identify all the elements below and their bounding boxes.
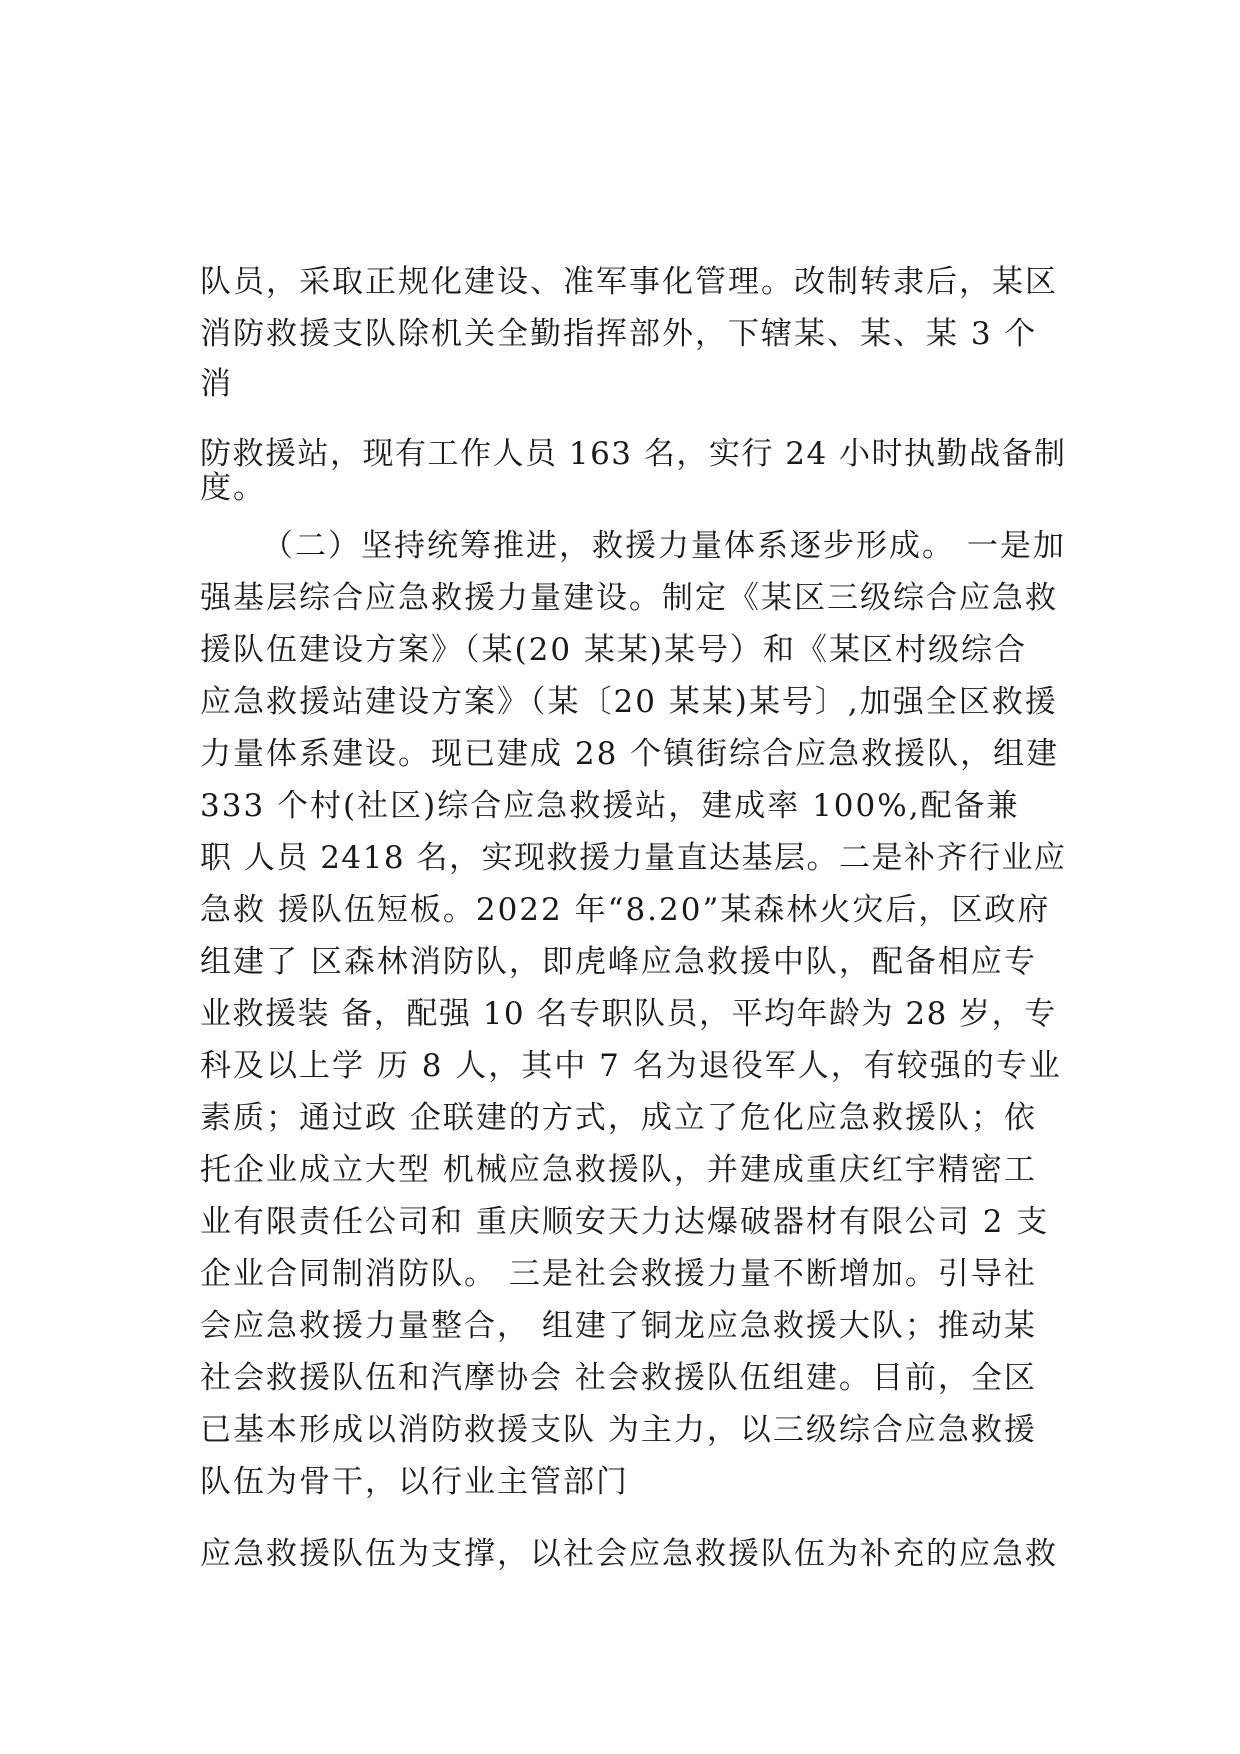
paragraph-line: 职 人员 2418 名，实现救援力量直达基层。二是补齐行业应 bbox=[200, 840, 1067, 876]
paragraph-line: 企业合同制消防队。 三是社会救援力量不断增加。引导社 bbox=[200, 1256, 1037, 1292]
paragraph-line: 应急救援站建设方案》（某〔20 某某)某号〕,加强全区救援 bbox=[200, 684, 1058, 720]
paragraph-line: 强基层综合应急救援力量建设。制定《某区三级综合应急救 bbox=[200, 580, 1058, 616]
paragraph-line: 素质；通过政 企联建的方式，成立了危化应急救援队；依 bbox=[200, 1100, 1037, 1136]
paragraph-line: 消防救援支队除机关全勤指挥部外，下辖某、某、某 3 个 bbox=[200, 316, 1038, 352]
paragraph-line: 队伍为骨干，以行业主管部门 bbox=[200, 1464, 629, 1500]
paragraph-line: 科及以上学 历 8 人，其中 7 名为退役军人，有较强的专业 bbox=[200, 1048, 1062, 1084]
paragraph-line: 力量体系建设。现已建成 28 个镇街综合应急救援队，组建 bbox=[200, 736, 1060, 772]
paragraph-line: 援队伍建设方案》（某(20 某某)某号）和《某区村级综合 bbox=[200, 632, 1027, 668]
paragraph-line: 已基本形成以消防救援支队 为主力，以三级综合应急救援 bbox=[200, 1412, 1037, 1448]
paragraph-line: 组建了 区森林消防队，即虎峰应急救援中队，配备相应专 bbox=[200, 944, 1037, 980]
paragraph-line: 应急救援队伍为支撑，以社会应急救援队伍为补充的应急救 bbox=[200, 1536, 1058, 1572]
paragraph-line: 业有限责任公司和 重庆顺安天力达爆破器材有限公司 2 支 bbox=[200, 1204, 1050, 1240]
paragraph-line: 消 bbox=[200, 366, 233, 402]
section-heading-line: （二）坚持统筹推进，救援力量体系逐步形成。 一是加 bbox=[262, 528, 1066, 564]
paragraph-line: 急救 援队伍短板。2022 年“8.20”某森林火灾后，区政府 bbox=[200, 892, 1051, 928]
paragraph-line: 社会救援队伍和汽摩协会 社会救援队伍组建。目前，全区 bbox=[200, 1360, 1037, 1396]
paragraph-line: 333 个村(社区)综合应急救援站，建成率 100%,配备兼 bbox=[200, 788, 1020, 824]
paragraph-line: 会应急救援力量整合， 组建了铜龙应急救援大队；推动某 bbox=[200, 1308, 1037, 1344]
paragraph-line: 防救援站，现有工作人员 163 名，实行 24 小时执勤战备制 bbox=[200, 436, 1067, 472]
paragraph-line: 业救援装 备，配强 10 名专职队员，平均年龄为 28 岁，专 bbox=[200, 996, 1057, 1032]
paragraph-line: 队员，采取正规化建设、准军事化管理。改制转隶后，某区 bbox=[200, 264, 1058, 300]
paragraph-line: 托企业成立大型 机械应急救援队，并建成重庆红宇精密工 bbox=[200, 1152, 1037, 1188]
paragraph-line: 度。 bbox=[200, 470, 266, 506]
